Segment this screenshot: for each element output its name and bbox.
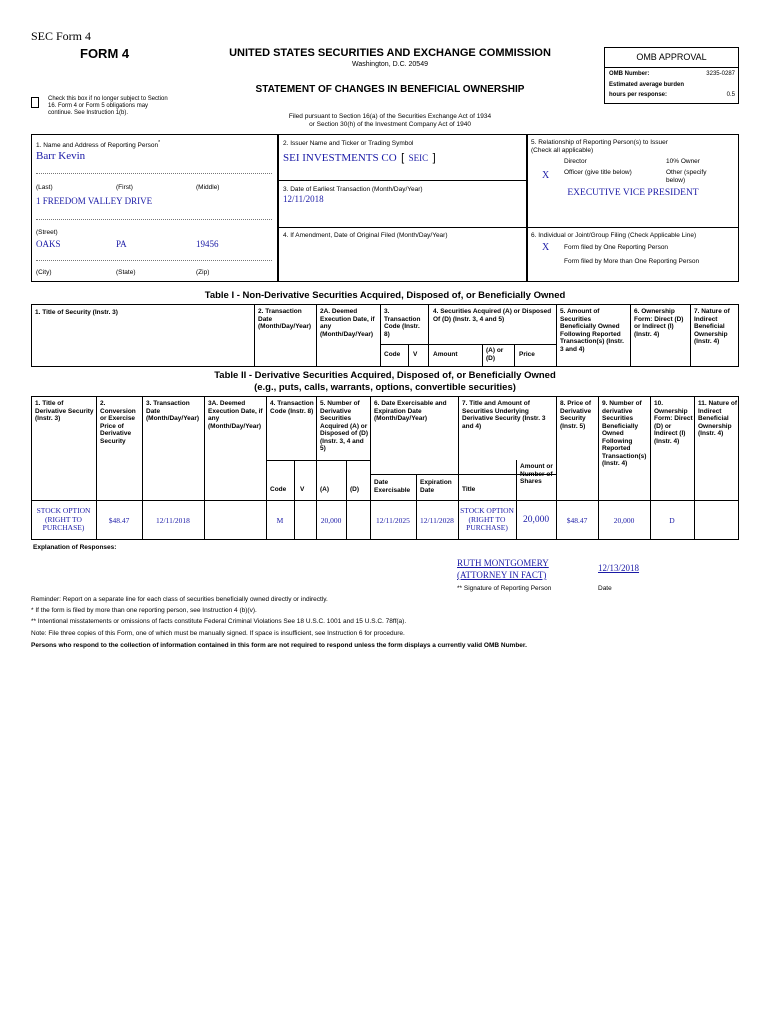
location: Washington, D.C. 20549 — [351, 61, 428, 68]
box2-label: 2. Issuer Name and Ticker or Trading Symbol — [283, 140, 414, 147]
signature-label: ** Signature of Reporting Person — [457, 585, 552, 592]
other-label: Other (specify below) — [666, 169, 707, 184]
t2-col1-header: 1. Title of Derivative Security (Instr. 3) — [35, 400, 94, 422]
row-conversion-price: $48.47 — [108, 515, 130, 525]
zip-label: (Zip) — [196, 269, 210, 276]
row-ownership-form: D — [669, 515, 675, 525]
table2-title-line1: Table II - Derivative Securities Acquired, Disposed of, or Beneficially Owned — [214, 370, 556, 381]
row-code: M — [276, 515, 284, 525]
box4-label: 4. If Amendment, Date of Original Filed (Month/Day/Year) — [283, 232, 448, 239]
one-person-checkmark[interactable]: X — [542, 242, 550, 253]
last-label: (Last) — [36, 184, 53, 191]
hours-value: 0.5 — [726, 92, 735, 98]
note-criminal-violations: ** Intentional misstatements or omissions of facts constitute Federal Criminal Violations See 18 U.S.C. 1001 and 15 U.S.C. 78ff(a). — [31, 618, 407, 625]
t1-col7-header: 7. Nature of Indirect Beneficial Ownership (Instr. 4) — [694, 308, 730, 345]
street-label: (Street) — [36, 229, 58, 236]
sec-form-label: SEC Form 4 — [31, 29, 92, 43]
row-underlying-title: STOCK OPTION (RIGHT TO PURCHASE) — [460, 506, 514, 533]
row-date-exercisable: 12/11/2025 — [376, 515, 410, 525]
issuer-name-line: SEI INVESTMENTS CO [ SEIC ] — [283, 152, 436, 164]
t2-col3a-header: 3A. Deemed Execution Date, if any (Month/Day/Year) — [208, 400, 263, 430]
one-person-label: Form filed by One Reporting Person — [564, 244, 669, 251]
explanation-label: Explanation of Responses: — [33, 544, 117, 551]
box6-label: 6. Individual or Joint/Group Filing (Check Applicable Line) — [531, 232, 697, 239]
filed-pursuant-line2: or Section 30(h) of the Investment Company Act of 1940 — [309, 121, 471, 128]
more-persons-label: Form filed by More than One Reporting Person — [564, 258, 700, 265]
hours-label: hours per response: — [609, 92, 668, 98]
signer-name: RUTH MONTGOMERY — [457, 558, 549, 568]
t1-col2a-header: 2A. Deemed Execution Date, if any (Month/Day/Year) — [320, 308, 375, 338]
filed-pursuant-line1: Filed pursuant to Section 16(a) of the Securities Exchange Act of 1934 — [288, 113, 492, 120]
signature-date: 12/13/2018 — [598, 563, 640, 573]
signature-block — [457, 557, 549, 581]
box5-label: 5. Relationship of Reporting Person(s) to Issuer (Check all applicable) — [531, 139, 668, 154]
t2-col3-header: 3. Transaction Date (Month/Day/Year) — [146, 400, 200, 422]
note-multiple-persons: * If the form is filed by more than one reporting person, see Instruction 4 (b)(v). — [31, 607, 257, 614]
row-transaction-date: 12/11/2018 — [156, 515, 190, 525]
officer-checkmark[interactable]: X — [542, 170, 550, 181]
city-label: (City) — [36, 269, 52, 276]
reminder-note: Reminder: Report on a separate line for each class of securities beneficially owned directly or indirectly. — [31, 596, 328, 603]
omb-disclaimer: Persons who respond to the collection of information contained in this form are not required to respond unless the form displays a currently valid OMB Number. — [31, 642, 527, 649]
t2-col2-header: 2. Conversion or Exercise Price of Derivative Security — [100, 400, 136, 445]
t1-col1-header: 1. Title of Security (Instr. 3) — [35, 309, 118, 316]
t2-code-header: Code — [270, 486, 287, 493]
burden-label: Estimated average burden — [609, 82, 685, 88]
t2-col5-header: 5. Number of Derivative Securities Acquired (A) or Disposed of (D) (Instr. 3, 4 and 5) — [320, 400, 369, 452]
t2-title-header: Title — [462, 486, 476, 493]
t2-col6-header: 6. Date Exercisable and Expiration Date (Month/Day/Year) — [374, 400, 447, 422]
checkbox-instruction: Check this box if no longer subject to Section 16. Form 4 or Form 5 obligations may continue. See Instruction 1(b). — [48, 96, 168, 116]
director-label: Director — [564, 158, 587, 165]
t1-col6-header: 6. Ownership Form: Direct (D) or Indirect (I) (Instr. 4) — [634, 308, 684, 338]
t1-col2-header: 2. Transaction Date (Month/Day/Year) — [258, 308, 312, 330]
table2-title-line2: (e.g., puts, calls, warrants, options, convertible securities) — [254, 382, 516, 393]
box3-label: 3. Date of Earliest Transaction (Month/Day/Year) — [283, 186, 423, 193]
street-address: 1 FREEDOM VALLEY DRIVE — [36, 196, 153, 206]
t2-col9-header: 9. Number of derivative Securities Beneficially Owned Following Reported Transaction(s) (Instr. 4) — [602, 400, 647, 467]
t2-col11-header: 11. Nature of Indirect Beneficial Ownership (Instr. 4) — [698, 400, 738, 437]
row-expiration-date: 12/11/2028 — [420, 515, 454, 525]
issuer-name: SEI INVESTMENTS CO — [283, 152, 397, 164]
row-security-title: STOCK OPTION (RIGHT TO PURCHASE) — [36, 506, 91, 533]
t1-a-or-d-header: (A) or (D) — [486, 347, 504, 362]
table-row — [31, 500, 96, 540]
t1-v-header: V — [413, 351, 418, 358]
ten-percent-owner-label: 10% Owner — [666, 158, 700, 165]
row-owned-following: 20,000 — [613, 515, 635, 525]
t1-amount-header: Amount — [433, 351, 458, 358]
table1-title: Table I - Non-Derivative Securities Acquired, Disposed of, or Beneficially Owned — [204, 290, 566, 301]
t2-a-header: (A) — [320, 486, 330, 493]
earliest-transaction-date: 12/11/2018 — [283, 194, 324, 204]
zip-value: 19456 — [196, 239, 219, 249]
reporting-person-name: Barr Kevin — [36, 150, 86, 162]
t2-date-exercisable-header: Date Exercisable — [374, 479, 411, 494]
t1-col3-header: 3. Transaction Code (Instr. 8) — [384, 308, 421, 338]
no-longer-subject-checkbox[interactable] — [31, 97, 39, 108]
t1-price-header: Price — [519, 351, 535, 358]
form-number: FORM 4 — [80, 46, 130, 61]
issuer-ticker: SEIC — [408, 153, 429, 163]
commission-title: UNITED STATES SECURITIES AND EXCHANGE COMMISSION — [229, 47, 551, 59]
row-acquired: 20,000 — [320, 515, 342, 525]
t1-col4-header: 4. Securities Acquired (A) or Disposed Of (D) (Instr. 3, 4 and 5) — [433, 308, 552, 323]
omb-number-label: OMB Number: — [609, 71, 650, 77]
t2-col10-header: 10. Ownership Form: Direct (D) or Indirect (I) (Instr. 4) — [654, 400, 693, 445]
omb-title: OMB APPROVAL — [636, 52, 707, 62]
t2-d-header: (D) — [350, 486, 360, 493]
omb-number-value: 3235-0287 — [706, 71, 735, 77]
officer-title: EXECUTIVE VICE PRESIDENT — [567, 188, 699, 198]
signer-capacity: (ATTORNEY IN FACT) — [457, 570, 547, 580]
middle-label: (Middle) — [196, 184, 220, 191]
t2-expiration-header: Expiration Date — [420, 479, 452, 494]
t2-v-header: V — [300, 486, 305, 493]
first-label: (First) — [116, 184, 133, 191]
state-label: (State) — [116, 269, 136, 276]
t1-code-header: Code — [384, 351, 401, 358]
city-value: OAKS — [36, 239, 61, 249]
officer-label: Officer (give title below) — [564, 169, 632, 176]
box1-label: 1. Name and Address of Reporting Person* — [36, 140, 161, 150]
t2-col4-header: 4. Transaction Code (Instr. 8) — [270, 400, 314, 415]
note-three-copies: Note: File three copies of this Form, one of which must be manually signed. If space is insufficient, see Instruction 6 for procedure. — [31, 630, 405, 637]
row-underlying-amount: 20,000 — [522, 515, 550, 525]
t2-col7-header: 7. Title and Amount of Securities Underlying Derivative Security (Instr. 3 and 4) — [462, 400, 546, 430]
t2-col8-header: 8. Price of Derivative Security (Instr. 5) — [560, 400, 592, 430]
t2-amount-shares-header: Amount or Number of Shares — [520, 463, 553, 485]
state-value: PA — [116, 239, 127, 249]
date-label: Date — [598, 585, 612, 592]
row-derivative-price: $48.47 — [566, 515, 588, 525]
t1-col5-header: 5. Amount of Securities Beneficially Owned Following Reported Transaction(s) (Instr. 3 and 4) — [560, 308, 624, 353]
statement-title: STATEMENT OF CHANGES IN BENEFICIAL OWNERSHIP — [255, 84, 525, 95]
